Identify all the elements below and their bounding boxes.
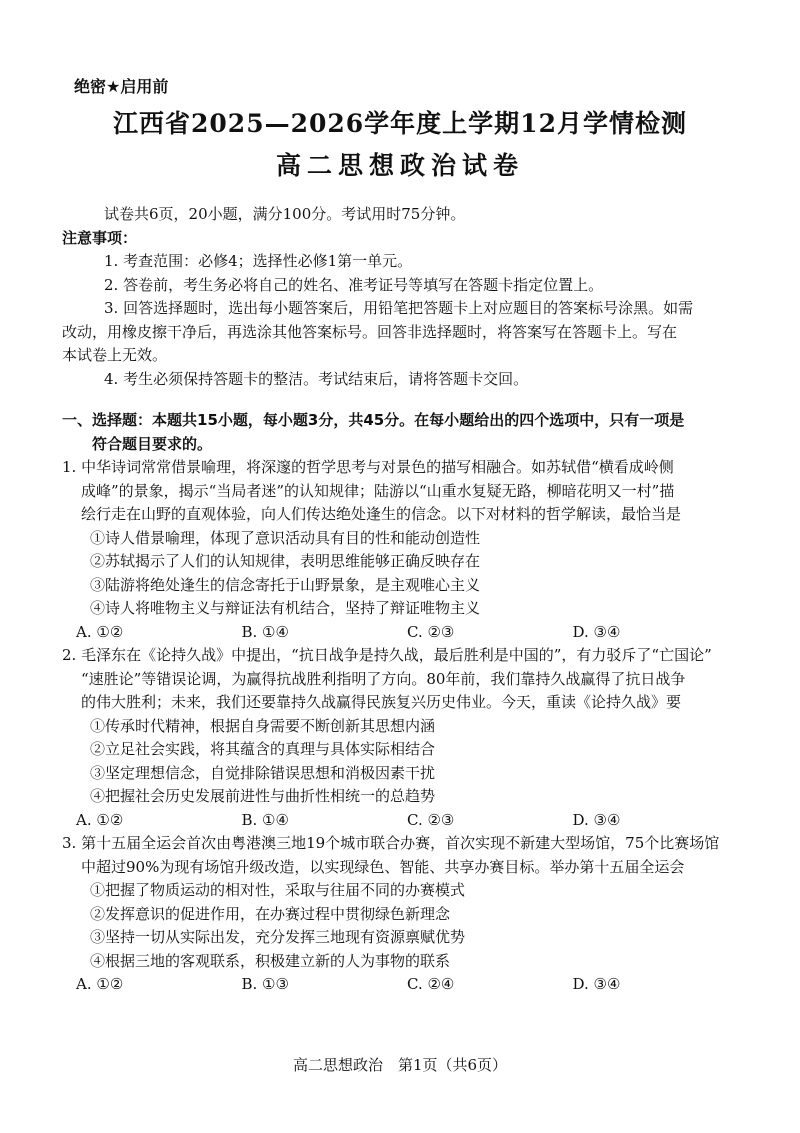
choice-c: C. ②③ [407,622,455,641]
question-stem-line: 的伟大胜利；未来，我们还要靠持久战赢得民族复兴历史伟业。今天，重读《论持久战》要 [81,693,682,711]
exam-body [62,203,738,997]
question-item: ④把握社会历史发展前进性与曲折性相统一的总趋势 [90,787,436,805]
question-stem-line: “速胜论”等错误论调，为赢得抗战胜利指明了方向。80年前，我们靠持久战赢得了抗日战争 [81,669,686,688]
choice-c: C. ②③ [407,810,455,829]
note-3: 3. 回答选择题时，选出每小题答案后，用铅笔把答题卡上对应题目的答案标号涂黑。如需 [104,299,694,317]
question-item: ①把握了物质运动的相对性，采取与往届不同的办赛模式 [90,881,466,899]
question-item: ②苏轼揭示了人们的认知规律，表明思维能够正确反映存在 [90,552,481,570]
question-2 [62,644,738,832]
note-2: 2. 答卷前，考生务必将自己的姓名、准考证号等填写在答题卡指定位置上。 [104,275,604,294]
choice-a: A. ①② [76,975,124,993]
choice-d: D. ③④ [572,975,621,993]
question-item: ①传承时代精神，根据自身需要不断创新其思想内涵 [90,716,436,735]
question-stem-line: 1. 中华诗词常常借景喻理，将深邃的哲学思考与对景色的描写相融合。如苏轼借“横看成岭侧 [62,458,674,476]
exam-title: 江西省2025—2026学年度上学期12月学情检测 [113,109,687,138]
choice-a: A. ①② [76,622,124,641]
answer-choices [76,973,738,997]
question-item: ③陆游将绝处逢生的信念寄托于山野景象，是主观唯心主义 [90,575,481,594]
choice-b: B. ①③ [241,975,289,993]
question-1 [62,456,738,644]
section-heading: 一、选择题：本题共15小题，每小题3分，共45分。在每小题给出的四个选项中，只有一项是 [62,411,685,429]
note-3-cont: 改动，用橡皮擦干净后，再选涂其他答案标号。回答非选择题时，将答案写在答题卡上。写在 [62,322,678,341]
question-3 [62,832,738,997]
question-stem-line: 绘行走在山野的直观体验，向人们传达绝处逢生的信念。以下对材料的哲学解读，最恰当是 [81,505,682,523]
question-item: ③坚定理想信念，自觉排除错误思想和消极因素干扰 [90,763,436,782]
choice-c: C. ②④ [407,975,455,993]
notes-title: 注意事项： [62,228,138,247]
choice-d: D. ③④ [572,810,621,829]
choice-b: B. ①④ [241,622,289,641]
question-item: ③坚持一切从实际出发，充分发挥三地现有资源禀赋优势 [90,928,466,946]
choice-a: A. ①② [76,810,124,829]
question-item: ②发挥意识的促进作用，在办赛过程中贯彻绿色新理念 [90,904,451,923]
note-4: 4. 考生必须保持答题卡的整洁。考试结束后，请将答题卡交回。 [104,369,529,388]
answer-choices [76,621,738,645]
note-3-cont2: 本试卷上无效。 [62,346,168,364]
choice-d: D. ③④ [572,622,621,641]
section-heading-cont: 符合题目要求的。 [92,434,213,453]
exam-summary: 试卷共6页，20小题，满分100分。考试用时75分钟。 [104,205,466,223]
question-stem-line: 3. 第十五届全运会首次由粤港澳三地19个城市联合办赛，首次实现不新建大型场馆，75个比赛场馆 [62,834,720,852]
question-item: ④诗人将唯物主义与辩证法有机结合，坚持了辩证唯物主义 [90,599,481,617]
question-stem-line: 2. 毛泽东在《论持久战》中提出，“抗日战争是持久战，最后胜利是中国的”，有力驳斥了“亡国论” [62,646,712,664]
question-stem-line: 中超过90%为现有场馆升级改造，以实现绿色、智能、共享办赛目标。举办第十五届全运会 [81,857,685,876]
question-item: ④根据三地的客观联系，积极建立新的人为事物的联系 [90,951,451,970]
note-1: 1. 考查范围：必修4；选择性必修1第一单元。 [104,252,413,270]
choice-b: B. ①④ [241,810,289,829]
answer-choices [76,809,738,833]
question-stem-line: 成峰”的景象，揭示“当局者迷”的认知规律；陆游以“山重水复疑无路，柳暗花明又一村”描 [81,481,675,500]
question-item: ①诗人借景喻理，体现了意识活动具有目的性和能动创造性 [90,528,481,547]
question-item: ②立足社会实践，将其蕴含的真理与具体实际相结合 [90,740,436,758]
secret-label: 绝密★启用前 [74,77,169,96]
exam-subtitle: 高二思想政治试卷 [275,151,524,180]
page-footer: 高二思想政治 第1页（共6页） [292,1056,508,1074]
